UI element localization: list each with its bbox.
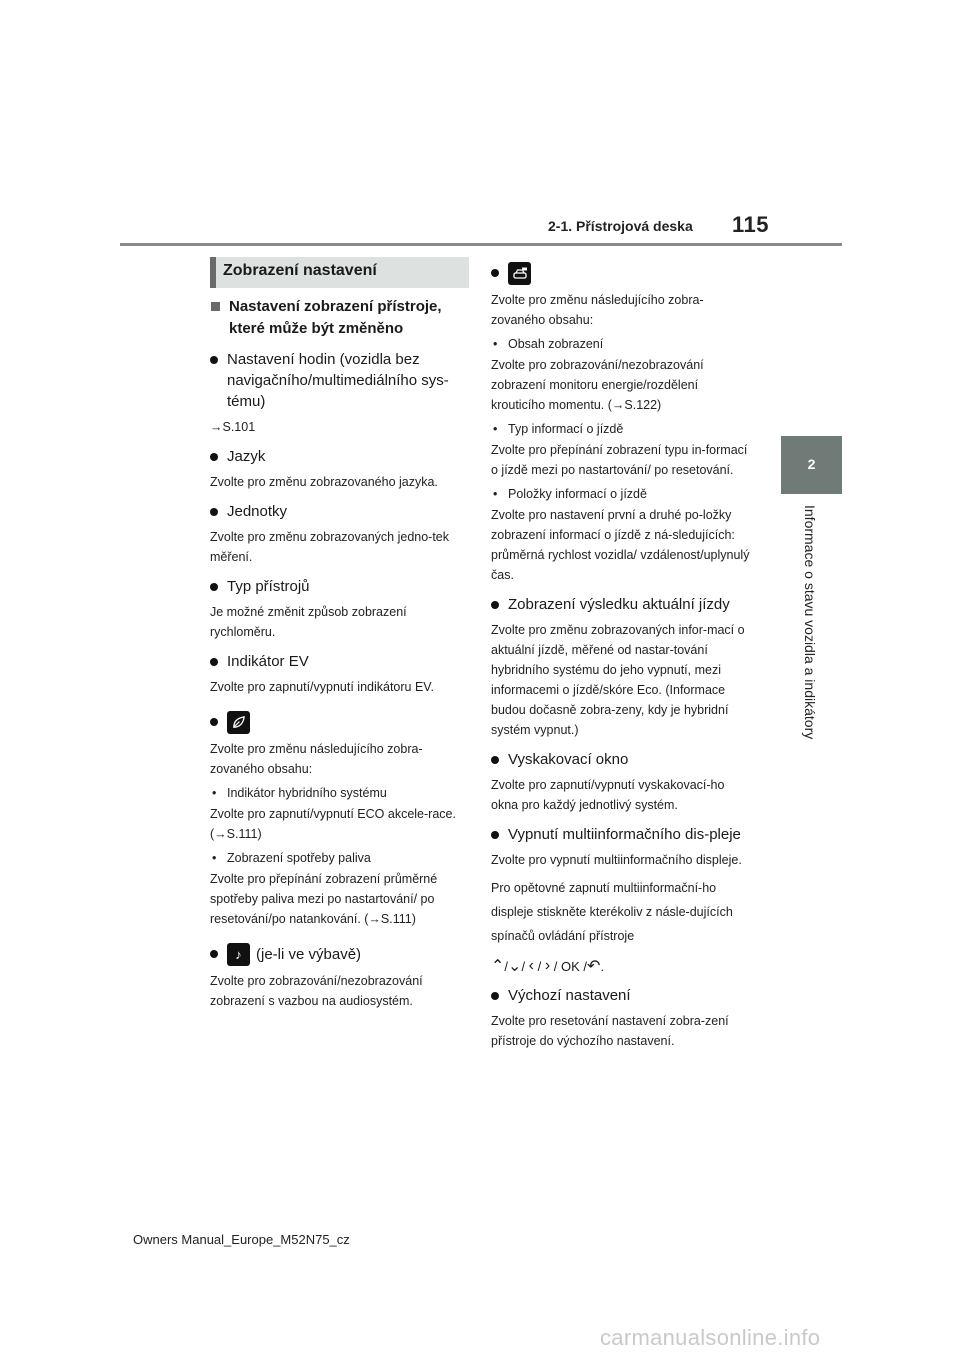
reactivate-text: Pro opětovné zapnutí multiinformační-ho displeje stiskněte kterékoliv z násle-dujících spínačů ovládání přístroje [491,881,733,943]
item-title: Jednotky [210,501,472,522]
item-text: Zvolte pro změnu zobrazovaného jazyka. [210,475,438,489]
item-title: Vypnutí multiinformačního dis-pleje [491,824,753,845]
sub-item-text: Zvolte pro nastavení první a druhé po-ložky zobrazení informací o jízdě z ná-sledujících: průměrná rychlost vozidla/ vzdálenost/uplynulý čas. [491,508,750,582]
sub-item: • Obsah zobrazení [493,337,604,351]
item-title: Zobrazení výsledku aktuální jízdy [491,594,753,615]
item-title: Indikátor EV [210,651,472,672]
bullet-icon [491,992,499,1000]
bullet-icon [491,601,499,609]
item-text: Zvolte pro zapnutí/vypnutí indikátoru EV. [210,680,434,694]
bullet-icon [210,583,218,591]
music-note-icon: ♪ [227,943,250,966]
section-title: 2-1. Přístrojová deska [548,218,693,234]
banner-title: Zobrazení nastavení [223,262,377,279]
sub-item: • Položky informací o jízdě [493,487,647,501]
sub-item-text: Zvolte pro přepínání zobrazení průměrné spotřeby paliva mezi po nastartování/ po resetování/po natankování. (→S.111) [210,872,438,926]
sub-item-text: Zvolte pro zobrazování/nezobrazování zobrazení monitoru energie/rozdělení krouticího momentu. (→S.122) [491,358,704,412]
banner-bar [210,257,216,288]
chevron-left-icon: ‹ [528,957,534,974]
chevron-down-icon: ⌄ [508,958,522,975]
square-bullet-icon [211,302,220,311]
bullet-icon [491,269,499,277]
watermark: carmanualsonline.info [600,1325,821,1350]
item-text: Zvolte pro změnu zobrazovaných jedno-tek měření. [210,530,450,564]
bullet-icon [210,508,218,516]
audio-text: Zvolte pro zobrazování/nezobrazování zobrazení s vazbou na audiosystém. [210,974,423,1008]
bullet-icon [210,950,218,958]
page-number: 115 [732,212,769,237]
back-icon: ↶ [587,958,601,975]
ok-switch: OK [561,958,580,974]
item-text: Zvolte pro změnu zobrazovaných infor-mací o aktuální jízdě, měřené od nastar-tování hybridního systému do jeho vypnutí, mezi informacemi o jízdě/skóre Eco. (Informace budou dočasně zobra-zeny, kdy je hybridní systém vypnut.) [491,623,745,737]
bullet-icon [210,718,218,726]
audio-item: ♪ (je-li ve výbavě) [210,943,472,966]
bullet-icon [491,831,499,839]
item-text: Je možné změnit způsob zobrazení rychloměru. [210,605,407,639]
bullet-icon [210,453,218,461]
item-title: Jazyk [210,446,472,467]
chevron-up-icon: ⌃ [491,958,505,975]
footer-text: Owners Manual_Europe_M52N75_cz [133,1232,350,1247]
sub-item-text: Zvolte pro přepínání zobrazení typu in-formací o jízdě mezi po nastartování/ po resetování. [491,443,748,477]
item-title: Vyskakovací okno [491,749,753,770]
item-text: Zvolte pro vypnutí multiinformačního displeje. [491,853,742,867]
bullet-icon [210,356,218,364]
drive-info-item [491,262,753,285]
chevron-right-icon: › [544,957,551,974]
chapter-label: Informace o stavu vozidla a indikátory [802,505,818,740]
item-text: Zvolte pro zapnutí/vypnutí vyskakovací-ho okna pro každý jednotlivý systém. [491,778,725,812]
sub-item: • Zobrazení spotřeby paliva [212,851,371,865]
sub-item-text: Zvolte pro zapnutí/vypnutí ECO akcele-race. (→S.111) [210,807,456,841]
item-title: Nastavení hodin (vozidla bez navigačního/multimediálního sys-tému) [210,349,472,412]
leaf-icon [227,711,250,734]
item-title: Výchozí nastavení [491,985,753,1006]
item-text: →S.101 [210,420,256,434]
section-banner [210,257,469,288]
bullet-icon [491,756,499,764]
item-title: Typ přístrojů [210,576,472,597]
sub-item: • Indikátor hybridního systému [212,786,387,800]
header-rule [120,243,842,246]
left-column [210,296,472,1015]
drive-info-text: Zvolte pro změnu následujícího zobra-zovaného obsahu: [491,293,704,327]
chapter-number: 2 [807,456,816,472]
bullet-icon [210,658,218,666]
car-info-icon [508,262,531,285]
sub-item: • Typ informací o jízdě [493,422,624,436]
item-text: Zvolte pro resetování nastavení zobra-zení přístroje do výchozího nastavení. [491,1014,729,1048]
right-column [491,258,753,1055]
subsection-heading: Nastavení zobrazení přístroje, které může být změněno [210,296,472,340]
chapter-tab [781,436,842,494]
eco-item [210,711,472,734]
eco-text: Zvolte pro změnu následujícího zobra-zovaného obsahu: [210,742,423,776]
switch-symbols: ⌃ / ⌄ / ‹ / › / OK / ↶ . [491,957,605,975]
